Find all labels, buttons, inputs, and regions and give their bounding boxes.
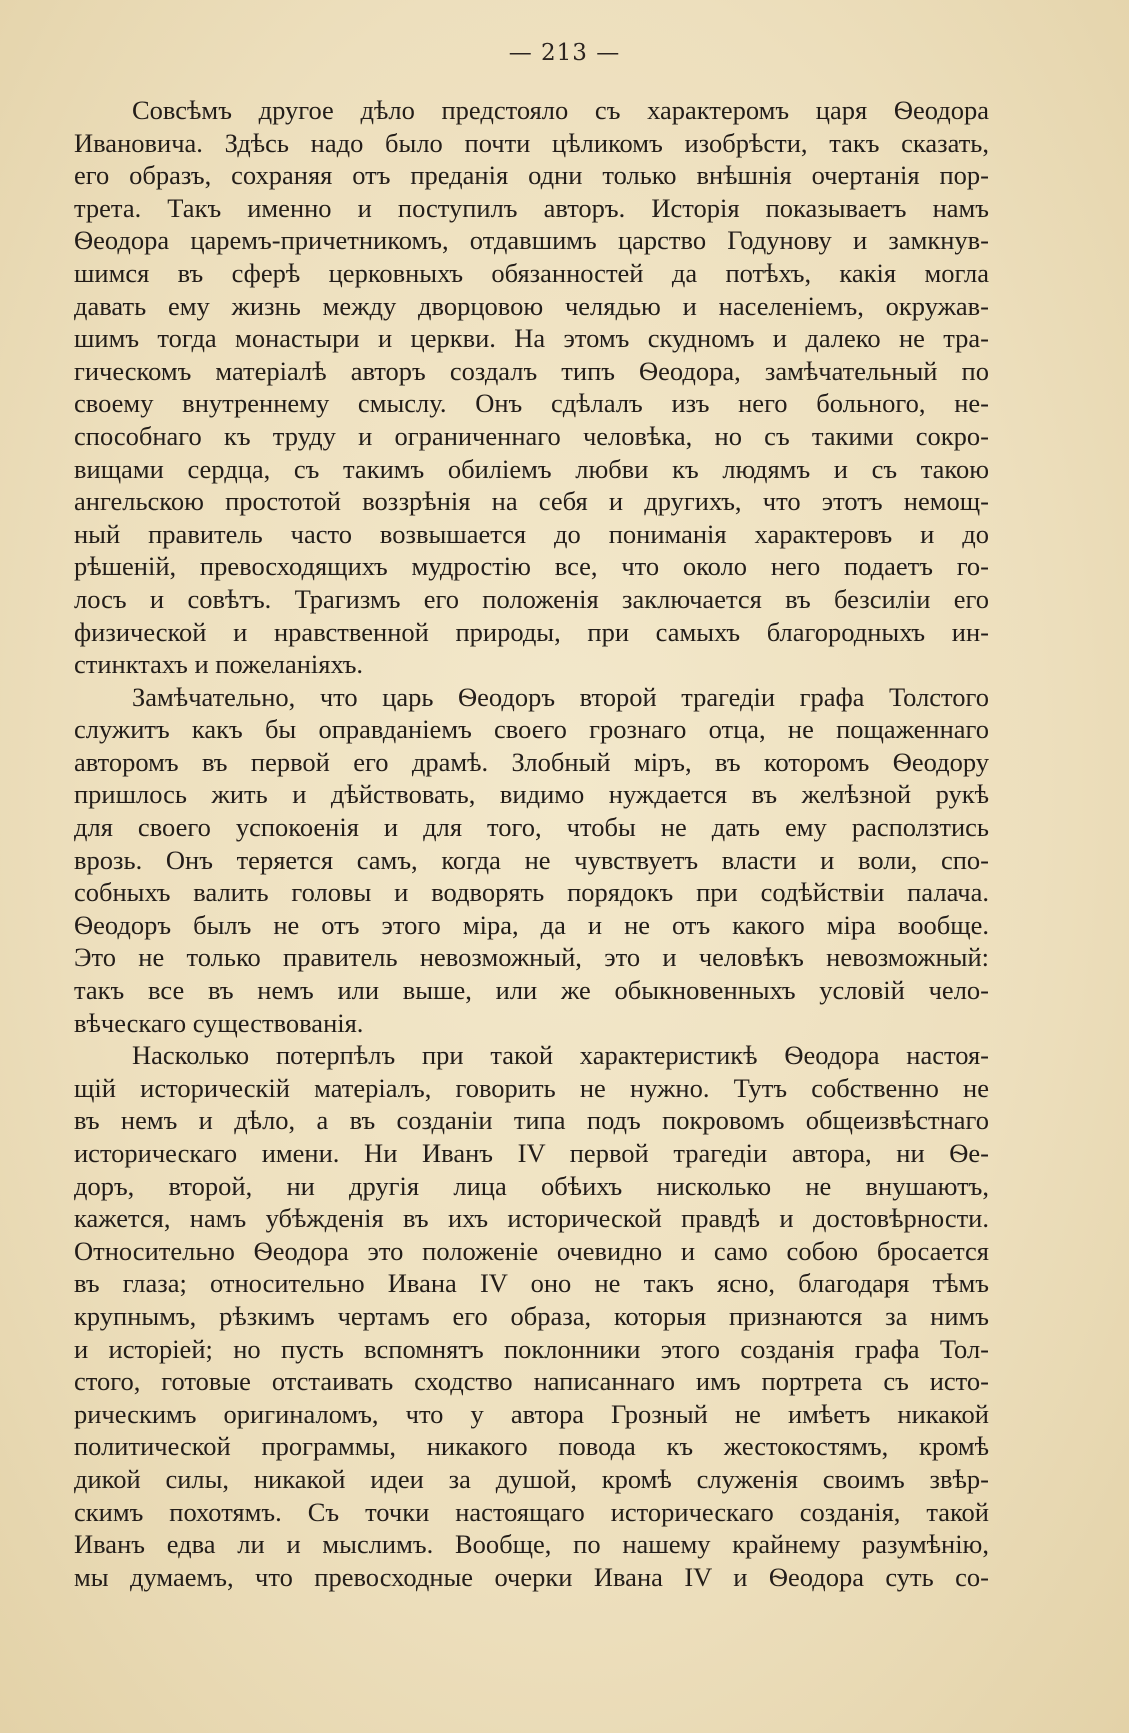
text-line: историческаго имени. Ни Иванъ IV первой трагедіи автора, ни Ѳе- (74, 1138, 989, 1168)
text-line: шимся въ сферѣ церковныхъ обязанностей да потѣхъ, какія могла (74, 257, 989, 288)
text-line: для своего успокоенія и для того, чтобы не дать ему расползтись (74, 812, 989, 843)
text-line: щій историческій матеріалъ, говорить не нужно. Тутъ собственно не (74, 1072, 989, 1103)
text-line: пришлось жить и дѣйствовать, видимо нуждается въ желѣзной рукѣ (74, 779, 989, 810)
text-line: ный правитель часто возвышается до пониманія характеровъ и до (74, 518, 989, 549)
text-line: своему внутреннему смыслу. Онъ сдѣлалъ изъ него больного, не- (74, 388, 989, 419)
text-line: способнаго къ труду и ограниченнаго человѣка, но съ такими сокро- (74, 420, 989, 451)
text-line: скимъ похотямъ. Съ точки настоящаго историческаго созданія, такой (74, 1496, 989, 1527)
text-line: физической и нравственной природы, при самыхъ благородныхъ ин- (74, 616, 989, 647)
text-line: вѣческаго существованія. (74, 1007, 364, 1038)
text-line: кажется, намъ убѣжденія въ ихъ исторической правдѣ и достовѣрности. (74, 1203, 989, 1234)
page-number: — 213 — (508, 40, 621, 66)
text-line: Замѣчательно, что царь Ѳеодоръ второй трагедіи графа Толстого (132, 681, 989, 712)
body-text (74, 94, 989, 1593)
text-line: стинктахъ и пожеланіяхъ. (74, 649, 364, 680)
text-line: въ глаза; относительно Ивана IV оно не такъ ясно, благодаря тѣмъ (74, 1268, 989, 1299)
text-line: вищами сердца, съ такимъ обиліемъ любви къ людямъ и съ такою (74, 453, 989, 484)
text-line: Иванъ едва ли и мыслимъ. Вообще, по нашему крайнему разумѣнію, (74, 1529, 989, 1560)
text-line: Относительно Ѳеодора это положеніе очевидно и само собою бросается (74, 1235, 989, 1266)
text-line: крупнымъ, рѣзкимъ чертамъ его образа, которыя признаются за нимъ (74, 1300, 989, 1331)
text-line: и исторіей; но пусть вспомнятъ поклонники этого созданія графа Тол- (74, 1333, 989, 1364)
text-line: доръ, второй, ни другія лица обѣихъ нисколько не внушаютъ, (74, 1170, 989, 1201)
text-line: Ѳеодоръ былъ не отъ этого міра, да и не отъ какого міра вообще. (74, 909, 989, 940)
text-line: его образъ, сохраняя отъ преданія одни только внѣшнія очертанія пор- (74, 160, 989, 191)
text-line: гическомъ матеріалѣ авторъ создалъ типъ Ѳеодора, замѣчательный по (74, 355, 989, 386)
text-line: дикой силы, никакой идеи за душой, кромѣ служенія своимъ звѣр- (74, 1463, 989, 1494)
text-line: трета. Такъ именно и поступилъ авторъ. Исторія показываетъ намъ (74, 192, 989, 223)
text-line: Ѳеодора царемъ-причетникомъ, отдавшимъ царство Годунову и замкнув- (74, 225, 989, 256)
text-line: въ немъ и дѣло, а въ созданіи типа подъ покровомъ общеизвѣстнаго (74, 1105, 989, 1136)
text-line: Это не только правитель невозможный, это и человѣкъ невозможный: (74, 942, 989, 973)
text-line: лосъ и совѣтъ. Трагизмъ его положенія заключается въ безсиліи его (74, 583, 989, 614)
text-line: мы думаемъ, что превосходные очерки Ивана IV и Ѳеодора суть со- (74, 1561, 989, 1592)
text-line: Совсѣмъ другое дѣло предстояло съ характеромъ царя Ѳеодора (132, 95, 989, 125)
text-line: Ивановича. Здѣсь надо было почти цѣликомъ изобрѣсти, такъ сказать, (74, 127, 989, 158)
text-line: давать ему жизнь между дворцовою челядью и населеніемъ, окружав- (74, 290, 989, 321)
text-line: служитъ какъ бы оправданіемъ своего грознаго отца, не пощаженнаго (74, 714, 989, 745)
text-line: ангельскою простотой воззрѣнія на себя и другихъ, что этотъ немощ- (74, 486, 989, 517)
text-line: политической программы, никакого повода къ жестокостямъ, кромѣ (74, 1431, 989, 1462)
text-line: рѣшеній, превосходящихъ мудростію все, что около него подаетъ го- (74, 551, 989, 582)
text-line: рическимъ оригиналомъ, что у автора Грозный не имѣетъ никакой (74, 1398, 989, 1429)
text-line: авторомъ въ первой его драмѣ. Злобный міръ, въ которомъ Ѳеодору (74, 746, 989, 777)
text-line: Насколько потерпѣлъ при такой характеристикѣ Ѳеодора настоя- (132, 1040, 989, 1071)
text-line: собныхъ валить головы и водворять порядокъ при содѣйствіи палача. (74, 877, 989, 908)
paragraph-3 (74, 1039, 989, 1593)
text-line: стого, готовые отстаивать сходство написаннаго имъ портрета съ исто- (74, 1366, 989, 1397)
paragraph-1 (74, 94, 989, 681)
text-line: такъ все въ немъ или выше, или же обыкновенныхъ условій чело- (74, 975, 989, 1006)
text-line: шимъ тогда монастыри и церкви. На этомъ скудномъ и далеко не тра- (74, 323, 989, 354)
text-line: врозь. Онъ теряется самъ, когда не чувствуетъ власти и воли, спо- (74, 844, 989, 875)
paragraph-2 (74, 681, 989, 1040)
